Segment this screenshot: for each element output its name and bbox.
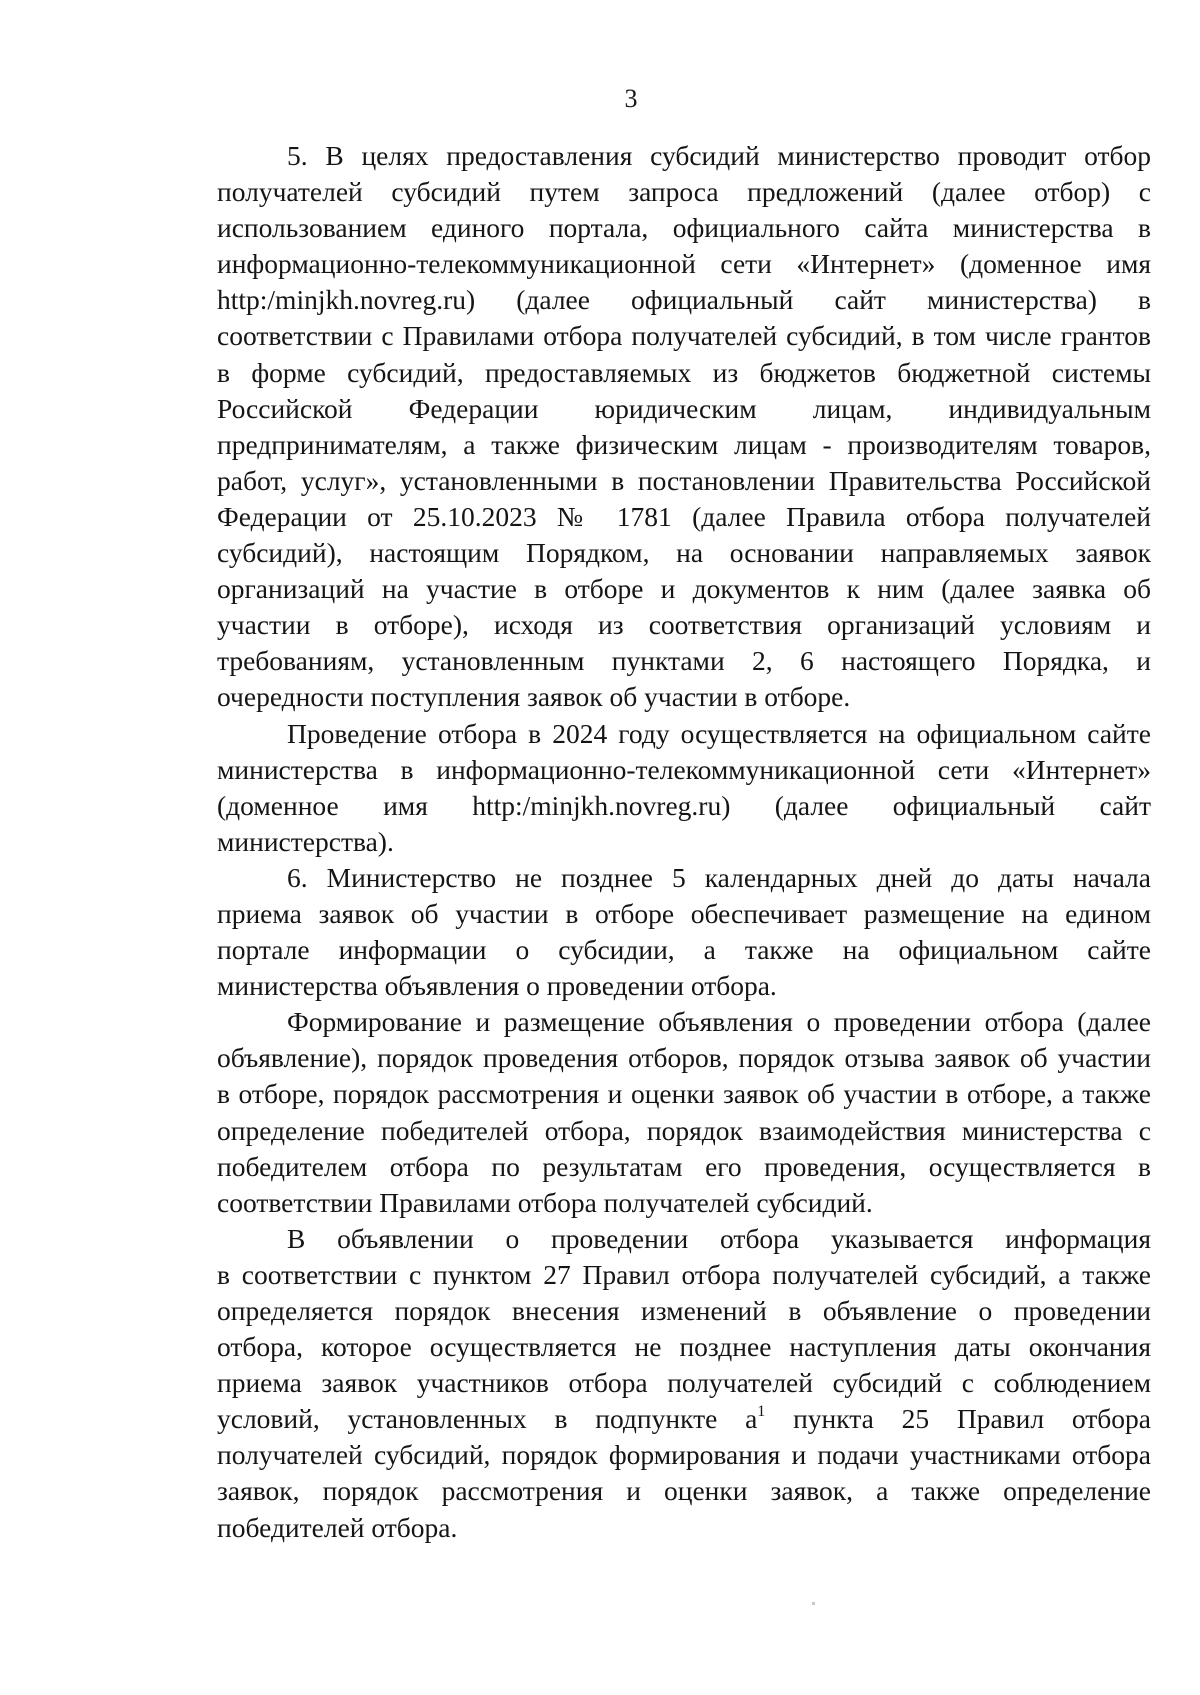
text-line-with-superscript [217, 1401, 1151, 1437]
text-line: http:/minjkh.novreg.ru) (далее официальный сайт министерства) в [217, 284, 1151, 316]
text-line: определяется порядок внесения изменений в объявление о проведении [217, 1295, 1151, 1326]
text-line: министерства в информационно-телекоммуникационной сети «Интернет» [217, 753, 1151, 785]
text-line: 6. Министерство не позднее 5 календарных дней до даты начала [287, 861, 1151, 893]
text-line: в соответствии с пунктом 27 Правил отбора получателей субсидий, а также [217, 1258, 1151, 1290]
text-line: информационно-телекоммуникационной сети «Интернет» (доменное имя [217, 248, 1151, 280]
text-line: приема заявок участников отбора получателей субсидий с соблюдением [217, 1367, 1151, 1399]
text-line: требованиям, установленным пунктами 2, 6 настоящего Порядка, и [217, 645, 1151, 677]
text-line: получателей субсидий, порядок формирования и подачи участниками отбора [217, 1439, 1151, 1471]
text-line: в форме субсидий, предоставляемых из бюджетов бюджетной системы [217, 356, 1151, 388]
paragraph-announcement-contents [217, 1221, 1151, 1546]
text-line: приема заявок об участии в отборе обеспечивает размещение на едином [217, 897, 1151, 929]
text-line: 5. В целях предоставления субсидий министерство проводит отбор [287, 140, 1151, 171]
text-line: соответствии Правилами отбора получателей субсидий. [217, 1186, 873, 1218]
text-line: отбора, которое осуществляется не позднее наступления даты окончания [217, 1331, 1151, 1363]
paragraph-6 [217, 860, 1151, 1004]
text-segment: пункта 25 Правил отбора [765, 1403, 1151, 1435]
text-line: соответствии с Правилами отбора получателей субсидий, в том числе грантов [217, 320, 1151, 352]
paragraph-5 [217, 138, 1151, 716]
text-line: в отборе, порядок рассмотрения и оценки заявок об участии в отборе, а также [217, 1078, 1151, 1110]
text-line: предпринимателям, а также физическим лицам - производителям товаров, [217, 428, 1151, 460]
text-line: участии в отборе), исходя из соответствия организаций условиям и [217, 609, 1151, 641]
text-line: использованием единого портала, официального сайта министерства в [217, 212, 1151, 244]
document-body [217, 138, 1151, 1546]
text-line: объявление), порядок проведения отборов, порядок отзыва заявок об участии [217, 1042, 1151, 1074]
scan-speck [812, 1602, 815, 1605]
text-line: субсидий), настоящим Порядком, на основании направляемых заявок [217, 537, 1151, 569]
text-line: организаций на участие в отборе и документов к ним (далее заявка об [217, 573, 1151, 605]
paragraph-selection-2024 [217, 716, 1151, 860]
text-line: победителем отбора по результатам его проведения, осуществляется в [217, 1150, 1151, 1182]
text-line: Федерации от 25.10.2023 № 1781 (далее Правила отбора получателей [217, 500, 1151, 532]
text-line: получателей субсидий путем запроса предложений (далее отбор) с [217, 176, 1151, 208]
superscript-index: 1 [757, 1403, 766, 1421]
page-number: 3 [624, 84, 638, 113]
text-line: Формирование и размещение объявления о проведении отбора (далее [287, 1006, 1151, 1038]
text-line: Российской Федерации юридическим лицам, индивидуальным [217, 392, 1151, 424]
text-line: портале информации о субсидии, а также на официальном сайте [217, 934, 1151, 966]
text-line: определение победителей отбора, порядок взаимодействия министерства с [217, 1114, 1151, 1146]
text-line: очередности поступления заявок об участии в отборе. [217, 681, 851, 713]
text-segment: условий, установленных в подпункте а [217, 1403, 758, 1435]
text-line: работ, услуг», установленными в постановлении Правительства Российской [217, 464, 1151, 496]
paragraph-announcement-formation [217, 1004, 1151, 1221]
text-line: министерства объявления о проведении отбора. [217, 970, 777, 1002]
text-line: (доменное имя http:/minjkh.novreg.ru) (далее официальный сайт [217, 789, 1151, 821]
text-line: В объявлении о проведении отбора указывается информация [287, 1222, 1151, 1254]
text-line: министерства). [217, 825, 394, 857]
text-line: победителей отбора. [217, 1511, 458, 1543]
text-line: Проведение отбора в 2024 году осуществляется на официальном сайте [287, 717, 1151, 749]
text-line: заявок, порядок рассмотрения и оценки заявок, а также определение [217, 1475, 1151, 1507]
